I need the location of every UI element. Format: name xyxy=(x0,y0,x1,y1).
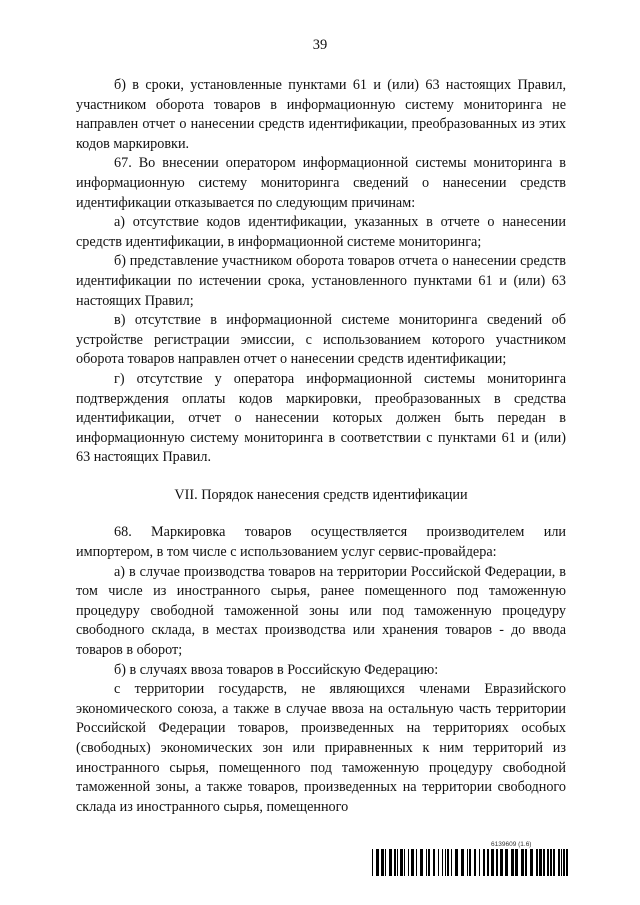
paragraph: б) в сроки, установленные пунктами 61 и (или) 63 настоящих Правил, участником оборота товаров в информационную систему мониторинга не направлен отчет о нанесении средств идентификации, преобразованных из этих кодов маркировки. xyxy=(76,77,566,152)
paragraph: а) в случае производства товаров на территории Российской Федерации, в том числе из иностранного сырья, ранее помещенного под таможенную процедуру свободной таможенной зоны или под таможенную процедуру свободного склада, в местах производства или хранения товаров - до ввода товаров в оборот; xyxy=(76,563,566,659)
paragraph: 67. Во внесении оператором информационной системы мониторинга в информационную систему мониторинга сведений о нанесении средств идентификации отказывается по следующим причинам: xyxy=(76,155,566,211)
document-body xyxy=(76,76,566,817)
paragraph: 68. Маркировка товаров осуществляется производителем или импортером, в том числе с использованием услуг сервис-провайдера: xyxy=(76,524,566,561)
barcode-icon xyxy=(372,849,568,876)
page-number: 39 xyxy=(312,37,328,53)
paragraph: г) отсутствие у оператора информационной системы мониторинга подтверждения оплаты кодов маркировки, преобразованных в средства идентификации, отчет о нанесении которых должен быть передан в информационную систему мониторинга в соответствии с пунктами 61 и (или) 63 настоящих Правил. xyxy=(76,370,566,466)
paragraph: в) отсутствие в информационной системе мониторинга сведений об устройстве регистрации эмиссии, с использованием которого участником оборота товаров направлен отчет о нанесении средств идентификации; xyxy=(76,312,566,368)
paragraph: б) представление участником оборота товаров отчета о нанесении средств идентификации по истечении срока, установленного пунктами 61 и (или) 63 настоящих Правил; xyxy=(76,253,566,309)
paragraph: а) отсутствие кодов идентификации, указанных в отчете о нанесении средств идентификации, в информационной системе мониторинга; xyxy=(76,214,566,250)
paragraph: б) в случаях ввоза товаров в Российскую Федерацию: xyxy=(114,661,439,678)
paragraph: с территории государств, не являющихся членами Евразийского экономического союза, а также в случае ввоза на остальную часть территории Российской Федерации товаров, произведенных на территориях особых (свободных) экономических зон или приравненных к ним территорий из иностранного сырья, помещенного под таможенную процедуру свободной таможенной зоны, а также товаров, произведенных на территории свободного склада из иностранного сырья, помещенного xyxy=(76,681,566,815)
section-heading: VII. Порядок нанесения средств идентификации xyxy=(174,486,468,503)
document-code: 6139609 (1.6) xyxy=(491,841,532,848)
